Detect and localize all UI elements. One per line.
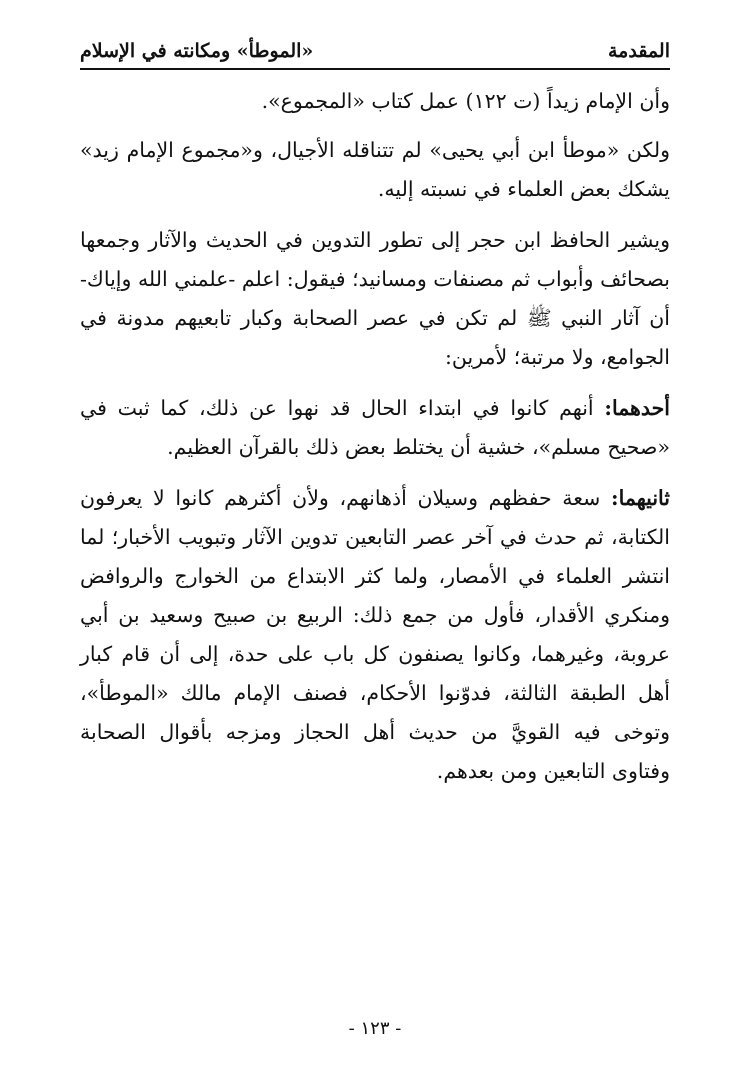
page-number: - ١٢٣ -	[348, 1018, 402, 1039]
page-body	[80, 82, 670, 803]
paragraph-text: وأن الإمام زيداً (ت ١٢٢) عمل كتاب «المجموع».	[261, 89, 670, 113]
paragraph	[80, 479, 670, 791]
paragraph	[80, 221, 670, 377]
book-title: «الموطأ» ومكانته في الإسلام	[80, 40, 314, 62]
section-title: المقدمة	[607, 40, 670, 62]
header-divider	[80, 68, 670, 70]
paragraph-text: سعة حفظهم وسيلان أذهانهم، ولأن أكثرهم كانوا لا يعرفون الكتابة، ثم حدث في آخر عصر التابعين تدوين الآثار وتبويب الأخبار؛ لما انتشر العلماء في الأمصار، ولما كثر الابتداع من الخوارج والروافض ومنكري الأقدار، فأول من جمع ذلك: الربيع بن صبيح وسعيد بن أبي عروبة، وغيرهما، وكانوا يصنفون كل باب على حدة، إلى أن قام كبار أهل الطبقة الثالثة، فدوّنوا الأحكام، فصنف الإمام مالك «الموطأ»، وتوخى فيه القويَّ من حديث أهل الحجاز ومزجه بأقوال الصحابة وفتاوى التابعين ومن بعدهم.	[80, 486, 670, 783]
paragraph	[80, 82, 670, 121]
paragraph-lead: أحدهما:	[604, 396, 670, 420]
running-header	[80, 34, 670, 68]
paragraph-text: ولكن «موطأ ابن أبي يحيى» لم تتناقله الأجيال، و«مجموع الإمام زيد» يشكك بعض العلماء في نسبته إليه.	[80, 138, 670, 201]
paragraph-text: أنهم كانوا في ابتداء الحال قد نهوا عن ذلك، كما ثبت في «صحيح مسلم»، خشية أن يختلط بعض ذلك بالقرآن العظيم.	[80, 396, 670, 459]
paragraph-text: ويشير الحافظ ابن حجر إلى تطور التدوين في الحديث والآثار وجمعها بصحائف وأبواب ثم مصنفات ومسانيد؛ فيقول: اعلم -علمني الله وإياك- أن آثار النبي ﷺ لم تكن في عصر الصحابة وكبار تابعيهم مدونة في الجوامع، ولا مرتبة؛ لأمرين:	[80, 228, 670, 369]
paragraph-lead: ثانيهما:	[611, 486, 670, 510]
paragraph	[80, 389, 670, 467]
paragraph	[80, 131, 670, 209]
